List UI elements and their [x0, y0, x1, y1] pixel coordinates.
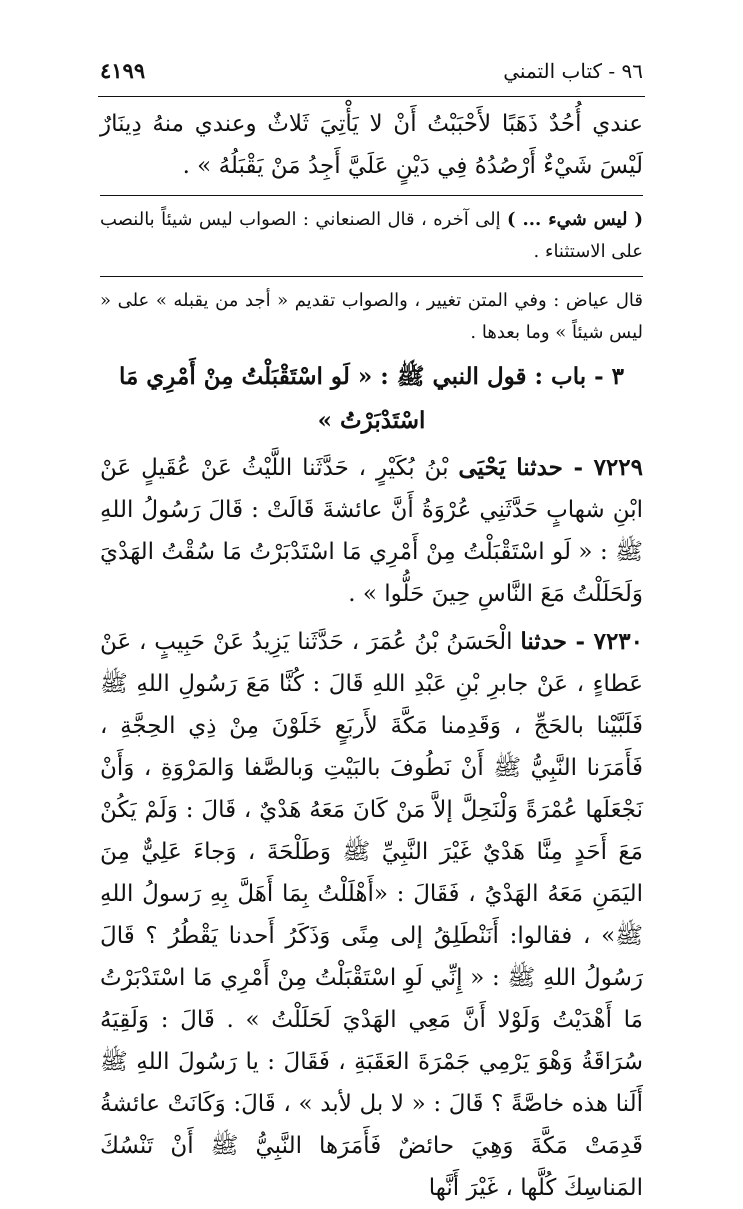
note1-text: إلى آخره ، قال الصنعاني : الصواب ليس شيئاً بالنصب على الاستثناء . [100, 209, 643, 262]
commentary-note-2: قال عياض : وفي المتن تغيير ، والصواب تقديم « أجد من يقبله » على « ليس شيئاً » وما بعدها . [100, 290, 643, 343]
hadith-7229-lead: ٧٢٢٩ - حدثنا يَحْيَى [458, 454, 643, 481]
page-body [100, 103, 643, 1209]
hadith-7229-text: بْنُ بُكَيْرٍ ، حَدَّثَنا اللَّيْثُ عَنْ عُقَيلٍ عَنْ ابْنِ شهابٍ حَدَّثَنِي عُرْوَةُ أَنَّ عائشةَ قَالَتْ : قَالَ رَسُولُ اللهِ ﷺ : « لَو اسْتَقْبَلْتُ مِنْ أَمْرِي مَا اسْتَدْبَرْتُ مَا سُقْتُ الهَدْيَ وَلَحَلَلْتُ مَعَ النَّاسِ حِينَ حَلُّوا » . [100, 455, 643, 607]
page-number: ٤١٩٩ [100, 58, 146, 83]
hadith-7230-text: الْحَسَنُ بْنُ عُمَرَ ، حَدَّثَنا يَزِيدُ عَنْ حَبِيبٍ ، عَنْ عَطاءٍ ، عَنْ جابرِ بْنِ عَبْدِ اللهِ قَالَ : كُنَّا مَعَ رَسُولِ اللهِ ﷺ فَلَبَّيْنا بالحَجِّ ، وَقَدِمنا مَكَّةَ لأَربَعٍ خَلَوْنَ مِنْ ذِي الحِجَّةِ ، فَأَمَرَنا النَّبِيُّ ﷺ أَنْ نَطُوفَ بالبَيْتِ وَبالصَّفا وَالمَرْوَةِ ، وَأَنْ نَجْعَلَها عُمْرَةً وَلْنَحِلَّ إلاَّ مَنْ كَانَ مَعَهُ هَدْيٌ ، قَالَ : وَلَمْ يَكُنْ مَعَ أَحَدٍ مِنَّا هَدْيٌ غَيْرَ النَّبِيِّ ﷺ وَطَلْحَةَ ، وَجاءَ عَلِيٌّ مِنَ اليَمَنِ مَعَهُ الهَدْيُ ، فَقَالَ : «أَهْلَلْتُ بِمَا أَهَلَّ بِهِ رَسولُ اللهِ ﷺ» ، فقالوا: أَنَنْطَلِقُ إلى مِنًى وَذَكَرُ أَحدنا يَقْطُرُ ؟ قَالَ رَسُولُ اللهِ ﷺ : « إِنِّي لَوِ اسْتَقْبَلْتُ مِنْ أَمْرِي مَا اسْتَدْبَرْتُ مَا أَهْدَيْتُ وَلَوْلا أَنَّ مَعِي الهَدْيَ لَحَلَلْتُ » . قَالَ : وَلَقِيَهُ سُرَاقَةُ وَهْوَ يَرْمِي جَمْرَةَ العَقَبَةِ ، فَقَالَ : يا رَسُولَ اللهِ ﷺ أَلَنا هذه خاصَّةً ؟ قَالَ : « لا بل لأبد » ، قَالَ: وَكَانَتْ عائشةُ قَدِمَتْ مَكَّةَ وَهِيَ حائضٌ فَأَمَرَها النَّبِيُّ ﷺ أَنْ تَنْسُكَ المَناسِكَ كُلَّها ، غَيْرَ أَنَّها [100, 629, 643, 1201]
opening-text: عندي أُحُدٌ ذَهَبًا لأَحْبَبْتُ أَنْ لا يَأْتِيَ ثَلاثٌ وعندي منهُ دِينَارٌ لَيْسَ شَيْءٌ أَرْصُدُهُ فِي دَيْنٍ عَلَيَّ أَجِدُ مَنْ يَقْبَلُهُ » . [100, 111, 643, 179]
note-divider [100, 276, 643, 277]
hadith-7229 [100, 447, 643, 615]
hadith-7230-lead: ٧٢٣٠ - حدثنا [520, 628, 644, 655]
page-header [100, 58, 643, 83]
note1-quoted: ( ليس شيء ... ) [507, 209, 643, 230]
page-title: ٩٦ - كتاب التمني [503, 59, 643, 83]
header-divider [98, 96, 645, 97]
commentary-note-1 [100, 204, 643, 268]
commentary-divider [100, 195, 643, 196]
hadith-7230 [100, 621, 643, 1209]
chapter-heading: ٣ - باب : قول النبي ﷺ : « لَو اسْتَقْبَلْتُ مِنْ أَمْرِي مَا اسْتَدْبَرْتُ » [118, 363, 625, 434]
